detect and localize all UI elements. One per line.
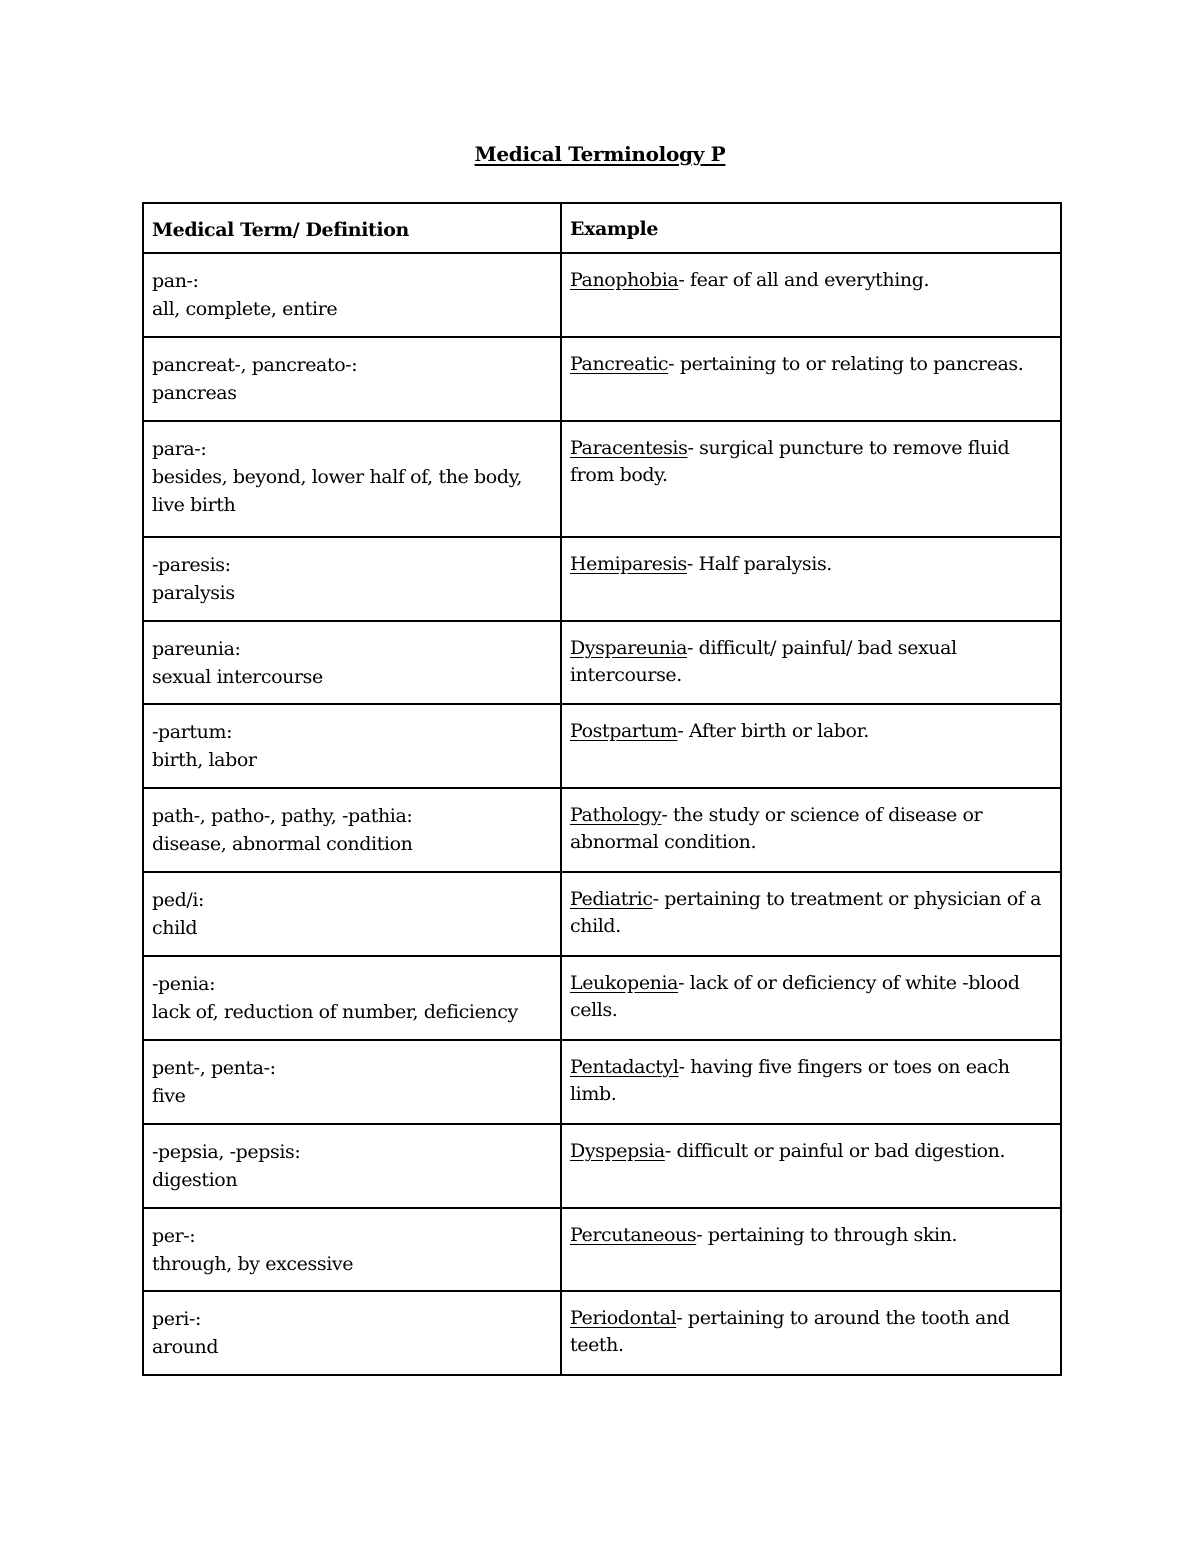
term-name: -penia: (152, 973, 216, 995)
header-example: Example (561, 203, 1061, 253)
term-cell (143, 872, 561, 956)
term-definition: through, by excessive (152, 1253, 354, 1275)
example-word: Dyspareunia (570, 637, 688, 659)
table-row (143, 1124, 1061, 1208)
table-row (143, 1040, 1061, 1124)
term-cell (143, 956, 561, 1040)
example-text: - surgical puncture to remove fluid from body. (570, 437, 1010, 486)
example-text: - pertaining to treatment or physician of a child. (570, 888, 1042, 937)
term-definition: sexual intercourse (152, 666, 323, 688)
term-name: pent-, penta-: (152, 1057, 276, 1079)
example-word: Pathology (570, 804, 662, 826)
example-word: Panophobia (570, 269, 679, 291)
example-cell (561, 956, 1061, 1040)
table-row (143, 704, 1061, 788)
term-cell (143, 621, 561, 704)
example-text: - difficult/ painful/ bad sexual intercourse. (570, 637, 957, 686)
example-word: Pediatric (570, 888, 653, 910)
table-row (143, 421, 1061, 537)
term-name: -paresis: (152, 554, 231, 576)
table-header-row (143, 203, 1061, 253)
document-title: Medical Terminology P (474, 142, 726, 166)
example-cell (561, 1208, 1061, 1291)
term-name: path-, patho-, pathy, -pathia: (152, 805, 413, 827)
term-cell (143, 337, 561, 421)
table-row (143, 956, 1061, 1040)
example-word: Pentadactyl (570, 1056, 679, 1078)
example-text: - pertaining to around the tooth and teeth. (570, 1307, 1010, 1356)
example-text: - pertaining to through skin. (696, 1224, 958, 1246)
example-word: Pancreatic (570, 353, 669, 375)
example-cell (561, 1291, 1061, 1375)
term-cell (143, 421, 561, 537)
term-definition: lack of, reduction of number, deficiency (152, 1001, 518, 1023)
example-word: Postpartum (570, 720, 678, 742)
term-name: pareunia: (152, 638, 241, 660)
term-cell (143, 1208, 561, 1291)
term-definition: all, complete, entire (152, 298, 338, 320)
term-name: para-: (152, 438, 207, 460)
term-definition: birth, labor (152, 749, 257, 771)
example-word: Periodontal (570, 1307, 677, 1329)
term-definition: disease, abnormal condition (152, 833, 413, 855)
table-row (143, 872, 1061, 956)
example-text: - difficult or painful or bad digestion. (664, 1140, 1006, 1162)
example-cell (561, 872, 1061, 956)
term-cell (143, 788, 561, 872)
term-cell (143, 1124, 561, 1208)
example-text: - having five fingers or toes on each limb. (570, 1056, 1010, 1105)
table-row (143, 1291, 1061, 1375)
term-name: pancreat-, pancreato-: (152, 354, 358, 376)
example-cell (561, 537, 1061, 621)
term-definition: paralysis (152, 582, 235, 604)
term-cell (143, 537, 561, 621)
example-word: Paracentesis (570, 437, 688, 459)
example-word: Dyspepsia (570, 1140, 665, 1162)
terminology-table (142, 202, 1062, 1376)
example-word: Leukopenia (570, 972, 679, 994)
example-cell (561, 788, 1061, 872)
example-cell (561, 337, 1061, 421)
example-text: - pertaining to or relating to pancreas. (668, 353, 1024, 375)
example-cell (561, 704, 1061, 788)
table-row (143, 537, 1061, 621)
example-text: - lack of or deficiency of white -blood cells. (570, 972, 1020, 1021)
example-text: - Half paralysis. (686, 553, 832, 575)
term-definition: five (152, 1085, 186, 1107)
table-row (143, 1208, 1061, 1291)
term-definition: pancreas (152, 382, 237, 404)
header-term-definition: Medical Term/ Definition (143, 203, 561, 253)
example-cell (561, 421, 1061, 537)
term-definition: besides, beyond, lower half of, the body, live birth (152, 466, 523, 516)
term-name: ped/i: (152, 889, 205, 911)
term-definition: around (152, 1336, 219, 1358)
example-cell (561, 1124, 1061, 1208)
example-word: Hemiparesis (570, 553, 687, 575)
term-name: -partum: (152, 721, 233, 743)
example-cell (561, 621, 1061, 704)
example-text: - the study or science of disease or abnormal condition. (570, 804, 983, 853)
table-row (143, 788, 1061, 872)
table-row (143, 621, 1061, 704)
term-name: per-: (152, 1225, 196, 1247)
example-cell (561, 253, 1061, 337)
term-name: pan-: (152, 270, 199, 292)
example-text: - fear of all and everything. (678, 269, 930, 291)
example-cell (561, 1040, 1061, 1124)
example-word: Percutaneous (570, 1224, 697, 1246)
table-row (143, 337, 1061, 421)
term-cell (143, 253, 561, 337)
term-definition: child (152, 917, 198, 939)
term-cell (143, 704, 561, 788)
term-name: -pepsia, -pepsis: (152, 1141, 301, 1163)
table-row (143, 253, 1061, 337)
example-text: - After birth or labor. (677, 720, 869, 742)
term-name: peri-: (152, 1308, 201, 1330)
term-definition: digestion (152, 1169, 238, 1191)
term-cell (143, 1040, 561, 1124)
term-cell (143, 1291, 561, 1375)
